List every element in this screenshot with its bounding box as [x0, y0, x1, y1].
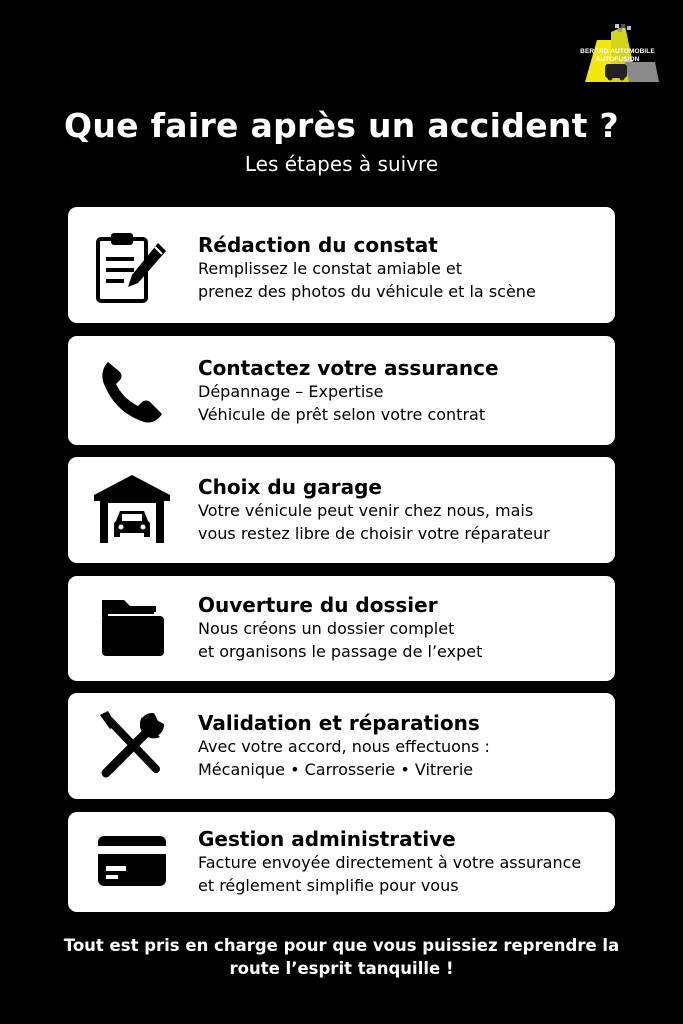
phone-icon — [94, 352, 170, 428]
logo-text-line1: BERARD AUTOMOBILE — [580, 48, 655, 55]
step-title: Gestion administrative — [198, 827, 456, 851]
step-desc-line1: Remplissez le constat amiable et — [198, 259, 463, 278]
step-card-garage — [68, 457, 615, 563]
step-title: Contactez votre assurance — [198, 356, 499, 380]
step-title: Ouverture du dossier — [198, 593, 438, 617]
step-title: Validation et réparations — [198, 711, 480, 735]
tools-icon — [94, 707, 170, 783]
step-desc-line2: prenez des photos du véhicule et la scène — [198, 282, 536, 301]
step-desc-line1: Dépannage – Expertise — [198, 382, 384, 401]
step-card-administrative — [68, 812, 615, 912]
footer-line2: route l’esprit tanquille ! — [229, 959, 454, 978]
step-card-reparations — [68, 693, 615, 799]
step-desc-line1: Facture envoyée directement à votre assurance — [198, 853, 582, 872]
page-subtitle: Les étapes à suivre — [244, 152, 439, 176]
step-title: Choix du garage — [198, 475, 382, 499]
card-icon — [94, 822, 170, 898]
step-desc-line2: vous restez libre de choisir votre réparateur — [198, 524, 550, 543]
step-card-dossier — [68, 576, 615, 681]
step-desc-line2: et organisons le passage de l’expet — [198, 642, 483, 661]
step-card-assurance — [68, 336, 615, 445]
brand-logo — [575, 22, 660, 84]
logo-text-line2: AUTOFUSION — [595, 55, 640, 63]
step-desc-line2: et réglement simplifie pour vous — [198, 876, 459, 895]
step-desc-line2: Véhicule de prêt selon votre contrat — [198, 405, 486, 424]
step-desc-line1: Votre vénicule peut venir chez nous, mais — [198, 501, 534, 520]
garage-car-icon — [94, 471, 170, 547]
step-desc-line1: Avec votre accord, nous effectuons : — [198, 737, 490, 756]
footer-message — [0, 934, 683, 980]
step-title: Rédaction du constat — [198, 233, 438, 257]
clipboard-pen-icon — [94, 227, 170, 303]
page-title: Que faire après un accident ? — [64, 106, 619, 145]
folder-icon — [94, 588, 170, 664]
footer-line1: Tout est pris en charge pour que vous puissiez reprendre la — [63, 936, 620, 955]
step-card-constat — [68, 207, 615, 323]
step-desc-line2: Mécanique • Carrosserie • Vitrerie — [198, 760, 474, 779]
step-desc-line1: Nous créons un dossier complet — [198, 619, 455, 638]
